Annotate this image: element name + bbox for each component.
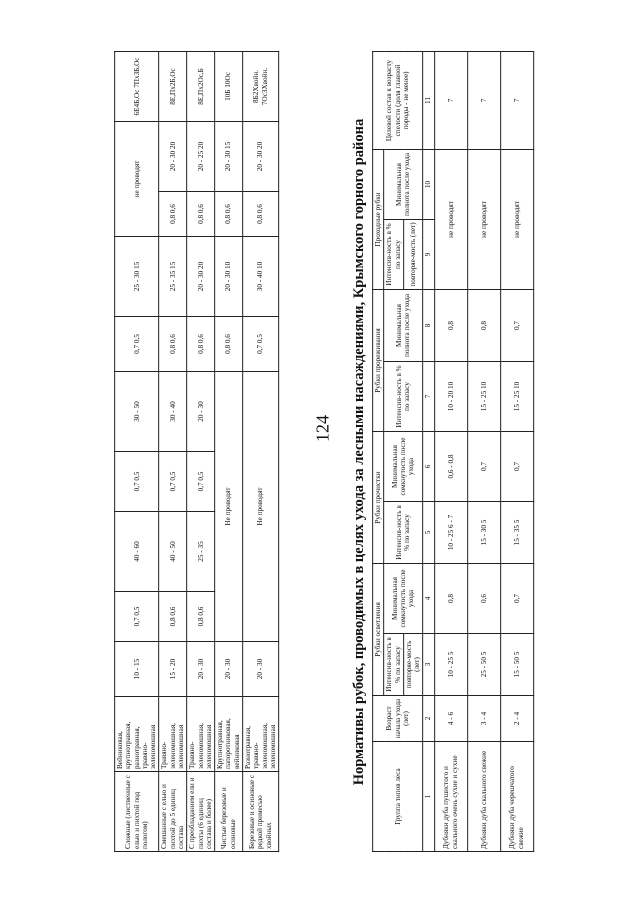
table-cell: 0,7 0,5 (115, 452, 159, 512)
table-title: Нормативы рубок, проводимых в целях ухода за лесными насаждениями, Крымского горного района (351, 118, 368, 786)
table-cell: 10 - 15 (115, 642, 159, 697)
table-cell: 0,7 0,5 (115, 317, 159, 372)
table-cell: 20 - 30 (187, 642, 215, 697)
table-header-cell: 5 (423, 502, 434, 564)
table-cell: не проводят (467, 149, 500, 289)
table-cell: Сложные (листвениые с елью и пихтой под пологом) (115, 772, 159, 852)
table-cell: 20 - 30 (215, 642, 243, 697)
norms-table (372, 51, 534, 852)
table-cell: 25 - 35 (187, 512, 215, 592)
table-cell: 0,7 (500, 564, 533, 634)
table-cell: 20 - 30 10 (215, 237, 243, 317)
table-cell: 8Е,Пх2Б,Ос (159, 51, 187, 121)
table-header-cell: Интенсив-ность в % по запасу (384, 219, 404, 289)
table-header-cell: 7 (423, 362, 434, 432)
table-cell: 0,8 0,6 (187, 192, 215, 237)
table-header-cell: 6 (423, 432, 434, 502)
table-header-cell: Минимальная сомкнутость после ухода (384, 564, 423, 634)
table-cell: 30 - 40 10 (243, 237, 279, 317)
table-cell: 25 - 35 15 (159, 237, 187, 317)
header-thinning: Рубки прочистки (373, 432, 384, 564)
table-cell: 0,7 (500, 432, 533, 502)
table-header-cell: Интенсив-ность в % по запасу (384, 634, 404, 696)
table-cell: 0,7 (500, 289, 533, 361)
table-cell: Травяно-зеленомошная, зеленомошная (187, 697, 215, 772)
table-cell: 2 - 4 (500, 696, 533, 742)
table-cell: 3 - 4 (467, 696, 500, 742)
table-cell: 0,8 (434, 289, 467, 361)
table-header-cell: Минимальная полнота после ухода (384, 289, 423, 361)
table-cell: 7 (434, 51, 467, 149)
rotated-page-content (106, 42, 534, 862)
table-cell: Дубняки дуба черешчатого свежие (500, 742, 533, 852)
table-row (215, 51, 243, 851)
table-cell: 30 - 40 (159, 372, 187, 452)
table-cell: 0,8 0,6 (243, 192, 279, 237)
table-header-cell: повторяе-мость (лет) (404, 219, 424, 289)
table-cell: 15 - 35 5 (500, 502, 533, 564)
table-header-cell: 11 (423, 51, 434, 149)
table-cell: 10 - 20 10 (434, 362, 467, 432)
table-cell: Крупнотравная, папоротниковая, вейниковая (215, 697, 243, 772)
table-header-cell: повторяе-мость (лет) (404, 634, 424, 696)
table-header-cell: 2 (423, 696, 434, 742)
table-cell: 0,8 0,6 (215, 317, 243, 372)
table-row (467, 51, 500, 851)
table-cell: 0,8 (434, 564, 467, 634)
table-cell: 20 - 30 (243, 642, 279, 697)
table-row (500, 51, 533, 851)
header-clearing: Рубки осветления (373, 564, 384, 696)
table-cell: 15 - 25 10 (500, 362, 533, 432)
table-cell: 20 - 30 (187, 372, 215, 452)
table-header-cell: 3 (423, 634, 434, 696)
table-cell: 10 - 25 5 (434, 634, 467, 696)
table-cell: Не проводят (215, 372, 243, 642)
table-cell: 0,8 0,6 (159, 192, 187, 237)
table-cell: 0,7 0,5 (115, 592, 159, 642)
table-cell: не проводят (434, 149, 467, 289)
table-cell: Смешанные с елью и пихтой до 5 единиц состава (159, 772, 187, 852)
table-cell: 25 - 50 5 (467, 634, 500, 696)
table-row (243, 51, 279, 851)
table-cell: Разнотравная, травяно-зеленомошная, зеленомошная (243, 697, 279, 772)
header-target: Целевой состав к возрасту спелости (доля главной породы - не менее) (373, 51, 423, 149)
table-row (115, 51, 159, 851)
table-cell: Вейниковая, крупнотравная, разнотравная, травяно-зеленомошная (115, 697, 159, 772)
table-cell: 7 (467, 51, 500, 149)
table-cell: 4 - 6 (434, 696, 467, 742)
table-cell: Дубняки дуба скального свежие (467, 742, 500, 852)
table-cell: 10Б 10Ос (215, 51, 243, 121)
header-group: Группа типов леса (373, 742, 423, 852)
table-cell: С преобладанием ели и пихты (6 единиц состава и более) (187, 772, 215, 852)
table-cell: не проводят (115, 121, 159, 236)
header-age: Возраст начала ухода (лет) (373, 696, 423, 742)
table-cell: 40 - 50 (159, 512, 187, 592)
table-cell: 15 - 30 5 (467, 502, 500, 564)
table-cell: 8Б2Хвойн. 7Ос3Хвойн. (243, 51, 279, 121)
table-header-cell: 9 (423, 219, 434, 289)
table-cell: 7 (500, 51, 533, 149)
table-cell: 0,7 (467, 432, 500, 502)
column-numbers (423, 51, 434, 851)
table-cell: Березовые и осиновые с редкой примесью хвойных (243, 772, 279, 852)
table-cell: 0,8 0,6 (215, 192, 243, 237)
continued-norms-table (114, 51, 279, 852)
table-header-cell: 8 (423, 289, 434, 361)
table-cell: 20 - 30 20 (243, 121, 279, 191)
table-cell: 15 - 50 5 (500, 634, 533, 696)
table-cell: 40 - 60 (115, 512, 159, 592)
table-cell: 0,6 - 0,8 (434, 432, 467, 502)
table-cell: 20 - 30 20 (187, 237, 215, 317)
header-thinning-2: Рубки прореживания (373, 289, 384, 431)
table-cell: 0,8 0,6 (159, 317, 187, 372)
table-cell: 0,8 0,6 (159, 592, 187, 642)
table-cell: 0,8 0,6 (187, 592, 215, 642)
table-header-cell: Интенсив-ность в % по запасу (384, 362, 423, 432)
table-cell: 0,8 (467, 289, 500, 361)
table-row (434, 51, 467, 851)
table-cell: 0,7 0,5 (187, 452, 215, 512)
table-cell: 0,8 0,6 (187, 317, 215, 372)
table-header-cell: Минимальная полнота после ухода (384, 149, 423, 219)
table-header-cell: 1 (423, 742, 434, 852)
table-cell: 6Е4Б,Ос 7Пх3Б,Ос (115, 51, 159, 121)
table-header-cell: Интенсив-ность в % по запасу (384, 502, 423, 564)
table-cell: 25 - 30 15 (115, 237, 159, 317)
table-cell: 15 - 25 10 (467, 362, 500, 432)
table-header-cell: Минимальная сомкнутость после ухода (384, 432, 423, 502)
table-cell: 15 - 20 (159, 642, 187, 697)
table-cell: 0,7 0,5 (159, 452, 187, 512)
table-cell: Травяно-зеленомошная, зеленомошная (159, 697, 187, 772)
table-cell: 30 - 50 (115, 372, 159, 452)
table-cell: Дубняки дуба пушистого и скального очень сухие и сухие (434, 742, 467, 852)
table-cell: не проводят (500, 149, 533, 289)
page-number: 124 (312, 415, 333, 442)
table-cell: 20 - 25 20 (187, 121, 215, 191)
table-cell: 0,7 0,5 (243, 317, 279, 372)
header-passing: Проходные рубки (373, 149, 384, 289)
table-cell: 10 - 25 6 - 7 (434, 502, 467, 564)
table-cell: 0,6 (467, 564, 500, 634)
table-cell: Чистые березовые и осиновые (215, 772, 243, 852)
table-cell: 20 - 30 15 (215, 121, 243, 191)
table-header-cell: 4 (423, 564, 434, 634)
table-cell: 8Е,Пх2Ос,Б (187, 51, 215, 121)
table-row (159, 51, 187, 851)
table-header-cell: 10 (423, 149, 434, 219)
table-row (187, 51, 215, 851)
table-cell: 20 - 30 20 (159, 121, 187, 191)
table-cell: Не проводят (243, 372, 279, 642)
